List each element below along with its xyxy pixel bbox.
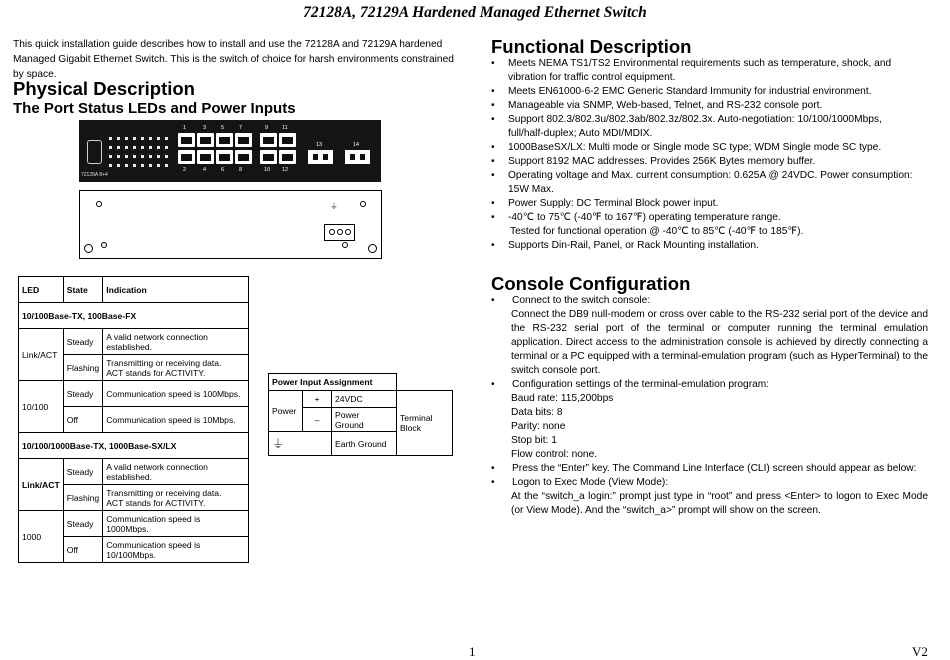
led-indication: Communication speed is 100Mbps.	[103, 381, 249, 407]
port-number: 1	[183, 125, 187, 131]
list-item-continuation: At the “switch_a login:” prompt just type in “root” and press <Enter> to logon to Exec Mode (or View Mode). And the “switch_a>” prompt will show on the screen.	[511, 491, 928, 516]
screw-hole-icon	[360, 201, 366, 207]
led-indication: Transmitting or receiving data. ACT stands for ACTIVITY.	[103, 485, 249, 511]
led-state: Steady	[63, 329, 102, 355]
port-number: 4	[203, 167, 207, 173]
port-number: 6	[221, 167, 225, 173]
state-header: State	[63, 277, 102, 303]
led-state: Steady	[63, 459, 102, 485]
setting-line: Parity: none	[511, 421, 566, 432]
screw-hole-icon	[342, 242, 348, 248]
led-state: Steady	[63, 381, 102, 407]
earth-ground-label: Earth Ground	[332, 432, 397, 456]
model-label: 72128A 8+4	[81, 172, 108, 178]
section-header: 10/100/1000Base-TX, 1000Base-SX/LX	[19, 433, 249, 459]
mounting-hole-icon	[84, 244, 93, 253]
port-number: 8	[239, 167, 243, 173]
led-status-table	[18, 276, 249, 563]
rj45-port-icon	[260, 133, 277, 147]
list-item: • Connect to the switch console:	[491, 294, 928, 308]
setting-line: Baud rate: 115,200bps	[511, 393, 614, 404]
indication-header: Indication	[103, 277, 249, 303]
led-name: Link/ACT	[19, 329, 64, 381]
led-state: Flashing	[63, 485, 102, 511]
terminal-block-icon	[324, 224, 355, 241]
voltage-value: 24VDC	[332, 391, 397, 408]
port-number: 2	[183, 167, 187, 173]
list-item: • Manageable via SNMP, Web-based, Telnet, and RS-232 console port.	[491, 99, 916, 113]
port-number: 13	[316, 142, 323, 148]
led-indication: Transmitting or receiving data. ACT stands for ACTIVITY.	[103, 355, 249, 381]
fiber-port-icon	[308, 150, 333, 164]
rj45-port-icon	[197, 133, 214, 147]
led-indication: A valid network connection established.	[103, 329, 249, 355]
screw-hole-icon	[101, 242, 107, 248]
list-item: • Support 8192 MAC addresses. Provides 256K Bytes memory buffer.	[491, 155, 916, 169]
port-number: 5	[221, 125, 225, 131]
mounting-hole-icon	[368, 244, 377, 253]
fiber-port-icon	[345, 150, 370, 164]
minus-symbol: –	[303, 408, 332, 432]
setting-line: Flow control: none.	[511, 449, 598, 460]
version-label: V2	[912, 644, 928, 659]
port-number: 7	[239, 125, 243, 131]
power-table-title: Power Input Assignment	[269, 374, 397, 391]
led-indication: A valid network connection established.	[103, 459, 249, 485]
port-number: 11	[282, 125, 288, 131]
physical-description-heading: Physical Description	[13, 78, 195, 99]
section-header: 10/100Base-TX, 100Base-FX	[19, 303, 249, 329]
list-item: • Logon to Exec Mode (View Mode):	[491, 476, 928, 490]
power-input-table	[268, 373, 453, 456]
list-item: • Configuration settings of the terminal-emulation program:	[491, 378, 928, 392]
rj45-port-icon	[260, 150, 277, 164]
page-number: 1	[469, 644, 476, 659]
power-ground-label: Power Ground	[332, 408, 397, 432]
led-state: Off	[63, 537, 102, 563]
list-item: • Power Supply: DC Terminal Block power input.	[491, 197, 916, 211]
power-label: Power	[269, 391, 303, 432]
plus-symbol: +	[303, 391, 332, 408]
port-number: 3	[203, 125, 207, 131]
led-name: 10/100	[19, 381, 64, 433]
list-item: • Operating voltage and Max. current consumption: 0.625A @ 24VDC. Power consumption: 15W Max.	[491, 169, 916, 197]
port-number: 9	[265, 125, 269, 131]
document-title: 72128A, 72129A Hardened Managed Ethernet Switch	[303, 4, 647, 21]
setting-line: Data bits: 8	[511, 407, 563, 418]
rj45-port-icon	[178, 150, 195, 164]
rj45-port-icon	[235, 150, 252, 164]
list-item: • 1000BaseSX/LX: Multi mode or Single mode SC type; WDM Single mode SC type.	[491, 141, 916, 155]
rj45-port-icon	[279, 150, 296, 164]
setting-line: Stop bit: 1	[511, 435, 557, 446]
rj45-port-icon	[235, 133, 252, 147]
screw-hole-icon	[96, 201, 102, 207]
led-indication: Communication speed is 1000Mbps.	[103, 511, 249, 537]
rj45-port-icon	[178, 133, 195, 147]
port-number: 14	[353, 142, 360, 148]
switch-front-panel	[79, 120, 381, 182]
list-item: • Support 802.3/802.3u/802.3ab/802.3z/802.3x. Auto-negotiation: 10/100/1000Mbps, full/half-duplex; Auto MDI/MDIX.	[491, 113, 916, 141]
functional-list	[491, 57, 916, 253]
port-number: 12	[282, 167, 289, 173]
switch-top-view	[79, 190, 382, 259]
led-state: Steady	[63, 511, 102, 537]
led-state: Off	[63, 407, 102, 433]
intro-paragraph: This quick installation guide describes how to install and use the 72128A and 72129A hardened Managed Gigabit Ethernet Switch. This is the switch of choice for harsh environments constrained by space.	[13, 39, 454, 80]
led-name: Link/ACT	[19, 459, 64, 511]
terminal-block-label: Terminal Block	[397, 391, 453, 456]
list-item: • Meets NEMA TS1/TS2 Environmental requirements such as temperature, shock, and vibration for traffic control equipment.	[491, 57, 916, 85]
earth-ground-symbol-icon: ⏚	[330, 202, 338, 211]
rj45-port-icon	[216, 133, 233, 147]
list-item-continuation: Connect the DB9 null-modem or cross over cable to the RS-232 serial port of the device and the RS-232 serial port of the terminal or computer running the terminal emulation application. Direct access to the administration console is achieved by directly connecting a terminal or a PC equipped with a terminal-emulation program (such as HyperTerminal) to the switch console port.	[511, 309, 928, 376]
list-item: • Meets EN61000-6-2 EMC Generic Standard Immunity for industrial environment.	[491, 85, 916, 99]
port-leds-subheading: The Port Status LEDs and Power Inputs	[13, 100, 296, 117]
console-list	[491, 294, 928, 518]
led-indication: Communication speed is 10/100Mbps.	[103, 537, 249, 563]
led-indicator-grid	[109, 137, 171, 167]
functional-description-heading: Functional Description	[491, 36, 692, 57]
rj45-port-icon	[279, 133, 296, 147]
rj45-port-icon	[197, 150, 214, 164]
rj45-port-icon	[216, 150, 233, 164]
list-item: • Press the “Enter” key. The Command Line Interface (CLI) screen should appear as below:	[491, 462, 928, 476]
led-name: 1000	[19, 511, 64, 563]
earth-ground-icon: ⏚	[269, 432, 332, 456]
list-item: • Supports Din-Rail, Panel, or Rack Mounting installation.	[491, 239, 916, 253]
console-configuration-heading: Console Configuration	[491, 273, 691, 294]
list-item-continuation: Tested for functional operation @ -40℃ to 85℃ (-40℉ to 185℉).	[510, 226, 804, 237]
db9-console-port	[87, 140, 102, 164]
led-indication: Communication speed is 10Mbps.	[103, 407, 249, 433]
led-state: Flashing	[63, 355, 102, 381]
list-item: • -40℃ to 75℃ (-40℉ to 167℉) operating temperature range.	[491, 211, 916, 225]
port-number: 10	[264, 167, 271, 173]
led-header: LED	[19, 277, 64, 303]
